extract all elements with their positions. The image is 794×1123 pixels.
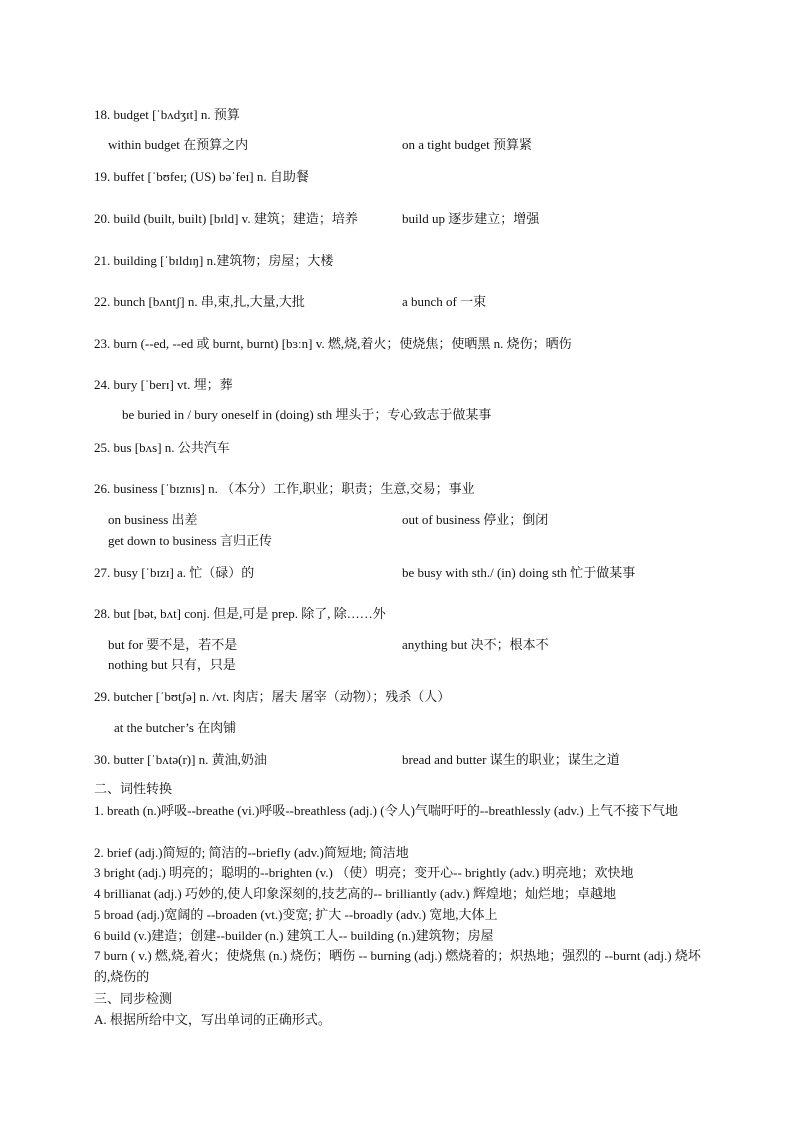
entry-28-phrase-2: anything but 决不；根本不	[402, 637, 549, 652]
entry-28-headline: 28. but [bət, bʌt] conj. 但是,可是 prep. 除了, 除……外	[94, 606, 386, 621]
entry-27-phrase-2: be busy with sth./ (in) doing sth 忙于做某事	[402, 565, 636, 580]
entry-18-headline: 18. budget [ˈbʌdʒɪt] n. 预算	[94, 107, 240, 122]
entry-30-phrase-2: bread and butter 谋生的职业；谋生之道	[402, 752, 620, 767]
entry-26-phrase-2: out of business 停业；倒闭	[402, 512, 549, 527]
entry-26-phrase-3: get down to business 言归正传	[108, 533, 272, 548]
section-2-item-6: 6 build (v.)建造；创建--builder (n.) 建筑工人-- building (n.)建筑物；房屋	[94, 928, 494, 943]
section-2-item-4: 4 brillianat (adj.) 巧妙的,使人印象深刻的,技艺高的-- brilliantly (adv.) 辉煌地；灿烂地；卓越地	[94, 886, 616, 901]
section-2-item-7: 7 burn ( v.) 燃,烧,着火；使烧焦 (n.) 烧伤；晒伤 -- burning (adj.) 燃烧着的；炽热地；强烈的 --burnt (adj.) 烧坏的,烧伤的	[94, 948, 701, 984]
section-2-item-2: 2. brief (adj.)简短的; 简洁的--briefly (adv.)简短地; 简洁地	[94, 845, 409, 860]
section-3-title: 三、同步检测	[94, 991, 173, 1006]
entry-24-headline: 24. bury [ˈberɪ] vt. 埋；葬	[94, 377, 233, 392]
section-2-item-1: 1. breath (n.)呼吸--breathe (vi.)呼吸--breathless (adj.) (令人)气喘吁吁的--breathlessly (adv.) 上气不接下气地	[94, 803, 678, 818]
entry-23-headline: 23. burn (--ed, --ed 或 burnt, burnt) [bɜːn] v. 燃,烧,着火；使烧焦；使晒黑 n. 烧伤；晒伤	[94, 336, 572, 351]
entry-25-headline: 25. bus [bʌs] n. 公共汽车	[94, 440, 230, 455]
entry-26-phrase-1: on business 出差	[108, 512, 198, 527]
entry-18-phrase-2: on a tight budget 预算紧	[402, 137, 532, 152]
entry-26-headline: 26. business [ˈbɪznɪs] n. （本分）工作,职业；职责；生意,交易；事业	[94, 481, 475, 496]
entry-20-headline: 20. build (built, built) [bɪld] v. 建筑；建造；培养	[94, 211, 358, 226]
entry-21-headline: 21. building [ˈbɪldɪŋ] n.建筑物；房屋；大楼	[94, 253, 334, 268]
entry-28-phrase-3: nothing but 只有，只是	[108, 657, 236, 672]
entry-29-phrase: at the butcher’s 在肉铺	[114, 720, 237, 735]
entry-18-phrase-1: within budget 在预算之内	[108, 137, 249, 152]
section-3-instruction: A. 根据所给中文，写出单词的正确形式。	[94, 1012, 331, 1027]
entry-28-phrase-1: but for 要不是，若不是	[108, 637, 238, 652]
entry-27-headline: 27. busy [ˈbɪzɪ] a. 忙（碌）的	[94, 565, 255, 580]
entry-22-headline: 22. bunch [bʌntʃ] n. 串,束,扎,大量,大批	[94, 294, 305, 309]
entry-29-headline: 29. butcher [ˈbʊtʃə] n. /vt. 肉店；屠夫 屠宰（动物）；残杀（人）	[94, 689, 451, 704]
section-2-item-3: 3 bright (adj.) 明亮的；聪明的--brighten (v.) （使）明亮；变开心-- brightly (adv.) 明亮地；欢快地	[94, 865, 634, 880]
entry-24-phrase: be buried in / bury oneself in (doing) sth 埋头于；专心致志于做某事	[122, 407, 492, 422]
section-2-item-5: 5 broad (adj.)宽阔的 --broaden (vt.)变宽; 扩大 --broadly (adv.) 宽地,大体上	[94, 907, 498, 922]
entry-20-phrase-2: build up 逐步建立；增强	[402, 211, 540, 226]
section-2-title: 二、词性转换	[94, 781, 173, 796]
entry-30-headline: 30. butter [ˈbʌtə(r)] n. 黄油,奶油	[94, 752, 267, 767]
entry-22-phrase-2: a bunch of 一束	[402, 294, 487, 309]
entry-19-headline: 19. buffet [ˈbʊfeɪ; (US) bəˈfeɪ] n. 自助餐	[94, 169, 309, 184]
